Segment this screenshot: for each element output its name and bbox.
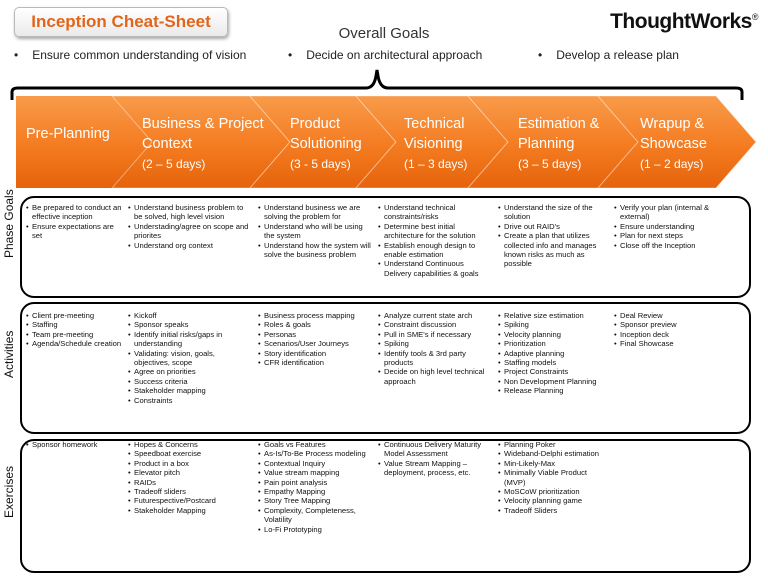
bullet-item: • Tradeoff sliders xyxy=(128,487,250,496)
bullet-item: • Spiking xyxy=(378,339,492,348)
bullet-item: • Non Development Planning xyxy=(498,377,608,386)
phase-name: Solutioning xyxy=(290,136,362,152)
bullet-item: • Lo-Fi Prototyping xyxy=(258,525,372,534)
bullet-item: • Staffing xyxy=(26,320,122,329)
bullet-item: • Business process mapping xyxy=(258,311,372,320)
bullet-item: • Release Planning xyxy=(498,386,608,395)
bullet-item: • Stakeholder mapping xyxy=(128,386,250,395)
bullet-item: • Understand business problem to be solved, high level vision xyxy=(128,203,250,222)
bullet-item: • Story Tree Mapping xyxy=(258,496,372,505)
bullet-item: • Inception deck xyxy=(614,330,732,339)
bullet-item: • Deal Review xyxy=(614,311,732,320)
bullet-item: • Min-Likely-Max xyxy=(498,459,608,468)
bullet-item: • Personas xyxy=(258,330,372,339)
bullet-item: • Value Stream Mapping – deployment, process, etc. xyxy=(378,459,492,478)
bullet-item: • Identify initial risks/gaps in understanding xyxy=(128,330,250,349)
bullet-item: • Be prepared to conduct an effective inception xyxy=(26,203,122,222)
bullet-item: • Understand technical constraints/risks xyxy=(378,203,492,222)
phase-duration: (3 - 5 days) xyxy=(290,157,351,171)
bullet-item: • Plan for next steps xyxy=(614,231,732,240)
bullet-item: • Kickoff xyxy=(128,311,250,320)
bullet-item: • Client pre-meeting xyxy=(26,311,122,320)
bullet-item: • As-Is/To-Be Process modeling xyxy=(258,449,372,458)
bullet-item: • Constraints xyxy=(128,396,250,405)
bullet-item: • Ensure expectations are set xyxy=(26,222,122,241)
goal-text: Ensure common understanding of vision xyxy=(32,48,247,62)
bullet-item: • Validating: vision, goals, objectives, scope xyxy=(128,349,250,368)
bullet-item: • Agree on priorities xyxy=(128,367,250,376)
bullet-item: • CFR identification xyxy=(258,358,372,367)
bullet-item: • Contextual Inquiry xyxy=(258,459,372,468)
phase-business-context xyxy=(142,114,264,174)
phase-name: Wrapup & xyxy=(640,116,705,132)
bullet-item: • Constraint discussion xyxy=(378,320,492,329)
goal-item: • Decide on architectural approach xyxy=(288,48,483,62)
bullet-item: • Wideband-Delphi estimation xyxy=(498,449,608,458)
bullet-item: • Establish enough design to enable estimation xyxy=(378,241,492,260)
bullet-item: • Staffing models xyxy=(498,358,608,367)
bullet-item: • Drive out RAID's xyxy=(498,222,608,231)
phase-name: Business & Project xyxy=(142,116,264,132)
phase-estimation-planning xyxy=(518,114,599,174)
bullet-item: • Pull in SME's if necessary xyxy=(378,330,492,339)
bullet-item: • Complexity, Completeness, Volatility xyxy=(258,506,372,525)
phase-name: Context xyxy=(142,136,192,152)
phase-technical-visioning xyxy=(404,114,467,174)
goal-text: Develop a release plan xyxy=(556,48,679,62)
bullet-item: • RAIDs xyxy=(128,478,250,487)
bullet-item: • Analyze current state arch xyxy=(378,311,492,320)
bullet-item: • Story identification xyxy=(258,349,372,358)
phase-pre-planning xyxy=(26,124,110,144)
bullet-item: • Understand how the system will solve the business problem xyxy=(258,241,372,260)
bullet-item: • Adaptive planning xyxy=(498,349,608,358)
bullet-item: • Understand who will be using the system xyxy=(258,222,372,241)
bullet-item: • Planning Poker xyxy=(498,440,608,449)
bullet-item: • Determine best initial architecture for the solution xyxy=(378,222,492,241)
goal-item: • Develop a release plan xyxy=(538,48,679,62)
bullet-item: • Understand Continuous Delivery capabilities & goals xyxy=(378,259,492,278)
bullet-item: • Prioritization xyxy=(498,339,608,348)
bullet-item: • Understand the size of the solution xyxy=(498,203,608,222)
exercises-row xyxy=(20,439,751,573)
bullet-item: • Velocity planning xyxy=(498,330,608,339)
phase-product-solutioning xyxy=(290,114,362,174)
bullet-item: • Velocity planning game xyxy=(498,496,608,505)
phase-duration: (1 – 2 days) xyxy=(640,157,704,171)
phase-name: Planning xyxy=(518,136,575,152)
bullet-item: • Stakeholder Mapping xyxy=(128,506,250,515)
bullet-item: • Agenda/Schedule creation xyxy=(26,339,122,348)
bullet-item: • Decide on high level technical approach xyxy=(378,367,492,386)
goal-item: • Ensure common understanding of vision xyxy=(14,48,247,62)
bullet-item: • Understand org context xyxy=(128,241,250,250)
logo-text: ThoughtWorks xyxy=(610,10,752,33)
phase-name: Visioning xyxy=(404,136,463,152)
bullet-item: • Sponsor preview xyxy=(614,320,732,329)
bullet-item: • Speedboat exercise xyxy=(128,449,250,458)
bullet-item: • Product in a box xyxy=(128,459,250,468)
phase-duration: (1 – 3 days) xyxy=(404,157,468,171)
phase-wrapup-showcase xyxy=(640,114,707,174)
bullet-item: • Scenarios/User Journeys xyxy=(258,339,372,348)
bullet-item: • Ensure understanding xyxy=(614,222,732,231)
bullet-item: • Tradeoff Sliders xyxy=(498,506,608,515)
goal-text: Decide on architectural approach xyxy=(306,48,483,62)
bullet-item: • Spiking xyxy=(498,320,608,329)
bullet-item: • Goals vs Features xyxy=(258,440,372,449)
bullet-item: • Elevator pitch xyxy=(128,468,250,477)
bullet-item: • Hopes & Concerns xyxy=(128,440,250,449)
phase-name: Estimation & xyxy=(518,116,600,132)
bullet-item: • Continuous Delivery Maturity Model Assessment xyxy=(378,440,492,459)
logo-mark: ® xyxy=(751,12,758,22)
bullet-item: • Relative size estimation xyxy=(498,311,608,320)
bullet-item: • Success criteria xyxy=(128,377,250,386)
bullet-item: • Empathy Mapping xyxy=(258,487,372,496)
overall-goals-heading: Overall Goals xyxy=(338,25,430,42)
phase-goals-row xyxy=(20,196,751,298)
row-label-activities: Activities xyxy=(2,330,16,378)
bullet-item: • Minimally Viable Product (MVP) xyxy=(498,468,608,487)
bullet-item: • Pain point analysis xyxy=(258,478,372,487)
bullet-item: • Roles & goals xyxy=(258,320,372,329)
phase-duration: (2 – 5 days) xyxy=(142,157,206,171)
bullet-item: • Sponsor homework xyxy=(26,440,122,449)
bullet-item: • Final Showcase xyxy=(614,339,732,348)
activities-row xyxy=(20,302,751,434)
row-label-exercises: Exercises xyxy=(2,465,16,518)
bullet-item: • Sponsor speaks xyxy=(128,320,250,329)
bullet-item: • Understading/agree on scope and priorites xyxy=(128,222,250,241)
bullet-item: • Create a plan that utilizes collected info and manages known risks as much as possible xyxy=(498,231,608,269)
bullet-item: • Close off the Inception xyxy=(614,241,732,250)
phase-labels xyxy=(0,96,768,188)
phase-name: Showcase xyxy=(640,136,707,152)
bullet-item: • Futurespective/Postcard xyxy=(128,496,250,505)
bullet-item: • Understand business we are solving the problem for xyxy=(258,203,372,222)
row-label-phase-goals: Phase Goals xyxy=(2,189,16,258)
phase-name: Technical xyxy=(404,116,465,132)
bullet-item: • Team pre-meeting xyxy=(26,330,122,339)
bullet-item: • Project Constraints xyxy=(498,367,608,376)
phase-name: Product xyxy=(290,116,340,132)
page-title: Inception Cheat-Sheet xyxy=(14,7,228,37)
phase-duration: (3 – 5 days) xyxy=(518,157,582,171)
phase-name: Pre-Planning xyxy=(26,126,110,142)
bullet-item: • Verify your plan (internal & external) xyxy=(614,203,732,222)
bullet-item: • Identify tools & 3rd party products xyxy=(378,349,492,368)
bullet-item: • MoSCoW prioritization xyxy=(498,487,608,496)
bullet-item: • Value stream mapping xyxy=(258,468,372,477)
